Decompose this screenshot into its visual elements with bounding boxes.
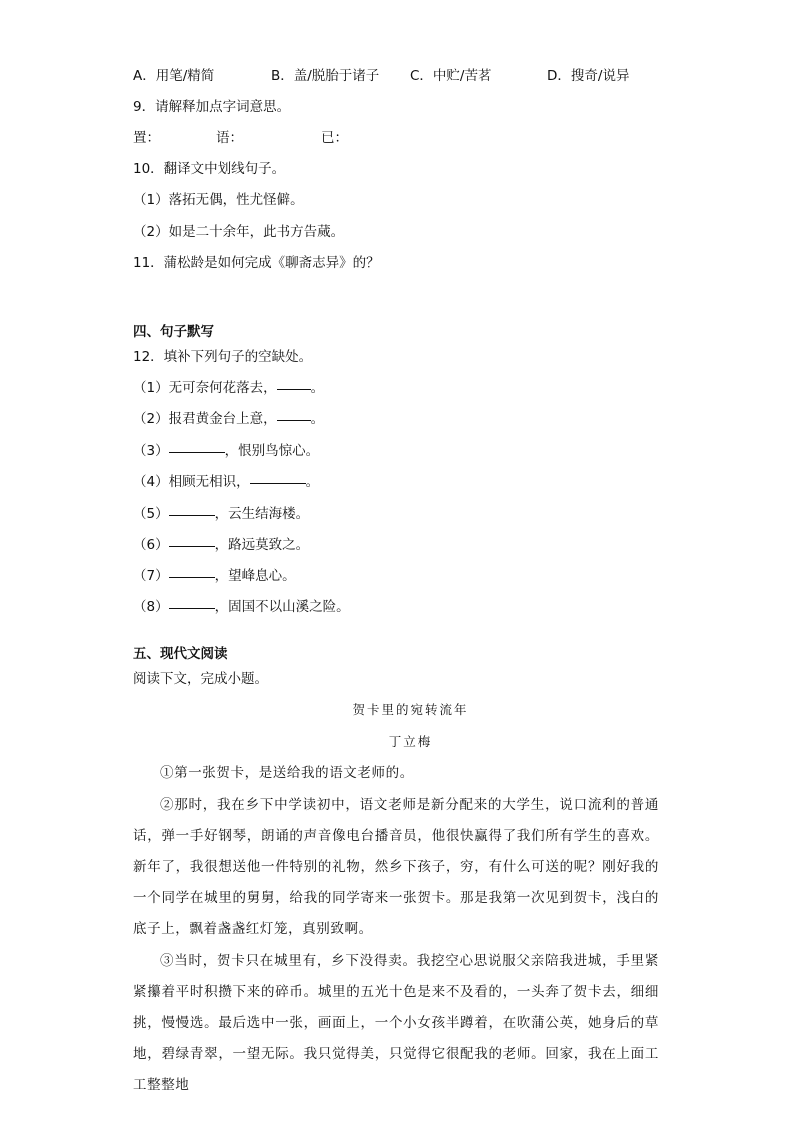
fill-item-2-post: 。	[310, 411, 325, 427]
fill-item-2-pre: （2）报君黄金台上意，	[133, 411, 277, 427]
q8-option-b: B．盖/脱胎于诸子	[271, 68, 380, 84]
reading-instruction: 阅读下文，完成小题。	[133, 671, 268, 687]
q9-label-yu: 语：	[216, 130, 243, 146]
fill-item-1-pre: （1）无可奈何花落去，	[133, 380, 277, 396]
fill-blank-2[interactable]	[277, 410, 311, 421]
fill-item-1-post: 。	[310, 380, 325, 396]
fill-item-6-post: ，路远莫致之。	[214, 537, 310, 553]
section-5-heading: 五、现代文阅读	[133, 646, 228, 662]
fill-item-4-post: 。	[305, 474, 320, 490]
article-author: 丁立梅	[388, 734, 433, 749]
q8-option-d: D．搜奇/说异	[547, 68, 630, 84]
fill-item-3-pre: （3）	[133, 443, 169, 459]
fill-item-8-pre: （8）	[133, 599, 169, 615]
fill-item-4-pre: （4）相顾无相识，	[133, 474, 250, 490]
article-paragraph-1: ①第一张贺卡，是送给我的语文老师的。	[160, 765, 414, 781]
fill-item-8-post: ，固国不以山溪之险。	[214, 599, 350, 615]
fill-blank-6[interactable]	[169, 536, 215, 547]
q10-item-2: （2）如是二十余年，此书方告蒇。	[133, 224, 345, 240]
fill-blank-3[interactable]	[169, 442, 225, 453]
q11-prompt: 11．蒲松龄是如何完成《聊斋志异》的？	[133, 255, 380, 271]
q9-answer-row	[133, 128, 433, 148]
article-paragraph-2: ②那时，我在乡下中学读初中，语文老师是新分配来的大学生，说口流利的普通话，弹一手好钢琴，朗诵的声音像电台播音员，他很快赢得了我们所有学生的喜欢。新年了，我很想送他一件特别的礼物，然乡下孩子，穷，有什么可送的呢？刚好我的一个同学在城里的舅舅，给我的同学寄来一张贺卡。那是我第一次见到贺卡，浅白的底子上，飘着盏盏红灯笼，真别致啊。	[133, 797, 659, 937]
fill-blank-5[interactable]	[169, 505, 215, 516]
fill-item-4	[133, 472, 319, 492]
fill-item-1	[133, 378, 324, 398]
fill-item-5-pre: （5）	[133, 506, 169, 522]
fill-blank-1[interactable]	[277, 379, 311, 390]
q9-label-yi: 已：	[321, 130, 348, 146]
q8-option-c: C．中贮/苦茗	[410, 68, 492, 84]
q10-item-1: （1）落拓无偶，性尤怪僻。	[133, 192, 304, 208]
q12-prompt: 12．填补下列句子的空缺处。	[133, 349, 313, 365]
fill-item-5-post: ，云生结海楼。	[214, 506, 310, 522]
fill-blank-7[interactable]	[169, 567, 215, 578]
q9-prompt: 9．请解释加点字词意思。	[133, 99, 291, 115]
q8-options-row	[133, 66, 673, 86]
fill-item-6-pre: （6）	[133, 537, 169, 553]
fill-item-2	[133, 409, 324, 429]
fill-item-7-post: ，望峰息心。	[214, 568, 296, 584]
fill-item-3	[133, 441, 319, 461]
fill-item-6	[133, 535, 309, 555]
fill-blank-4[interactable]	[250, 473, 306, 484]
fill-item-7	[133, 566, 296, 586]
fill-item-3-post: ，恨别鸟惊心。	[224, 443, 320, 459]
fill-item-8	[133, 597, 350, 617]
q8-option-a: A．用笔/精简	[133, 68, 215, 84]
section-4-heading: 四、句子默写	[133, 324, 214, 340]
fill-item-5	[133, 504, 309, 524]
article-title: 贺卡里的宛转流年	[352, 702, 469, 717]
fill-blank-8[interactable]	[169, 598, 215, 609]
q9-label-zhi: 置：	[133, 130, 160, 146]
fill-item-7-pre: （7）	[133, 568, 169, 584]
q10-prompt: 10．翻译文中划线句子。	[133, 161, 286, 177]
article-paragraph-3: ③当时，贺卡只在城里有，乡下没得卖。我挖空心思说服父亲陪我进城，手里紧紧攥着平时积攒下来的碎币。城里的五光十色是来不及看的，一头奔了贺卡去，细细挑，慢慢选。最后选中一张，画面上，一个小女孩半蹲着，在吹蒲公英，她身后的草地，碧绿青翠，一望无际。我只觉得美，只觉得它很配我的老师。回家，我在上面工工整整地	[133, 953, 659, 1093]
